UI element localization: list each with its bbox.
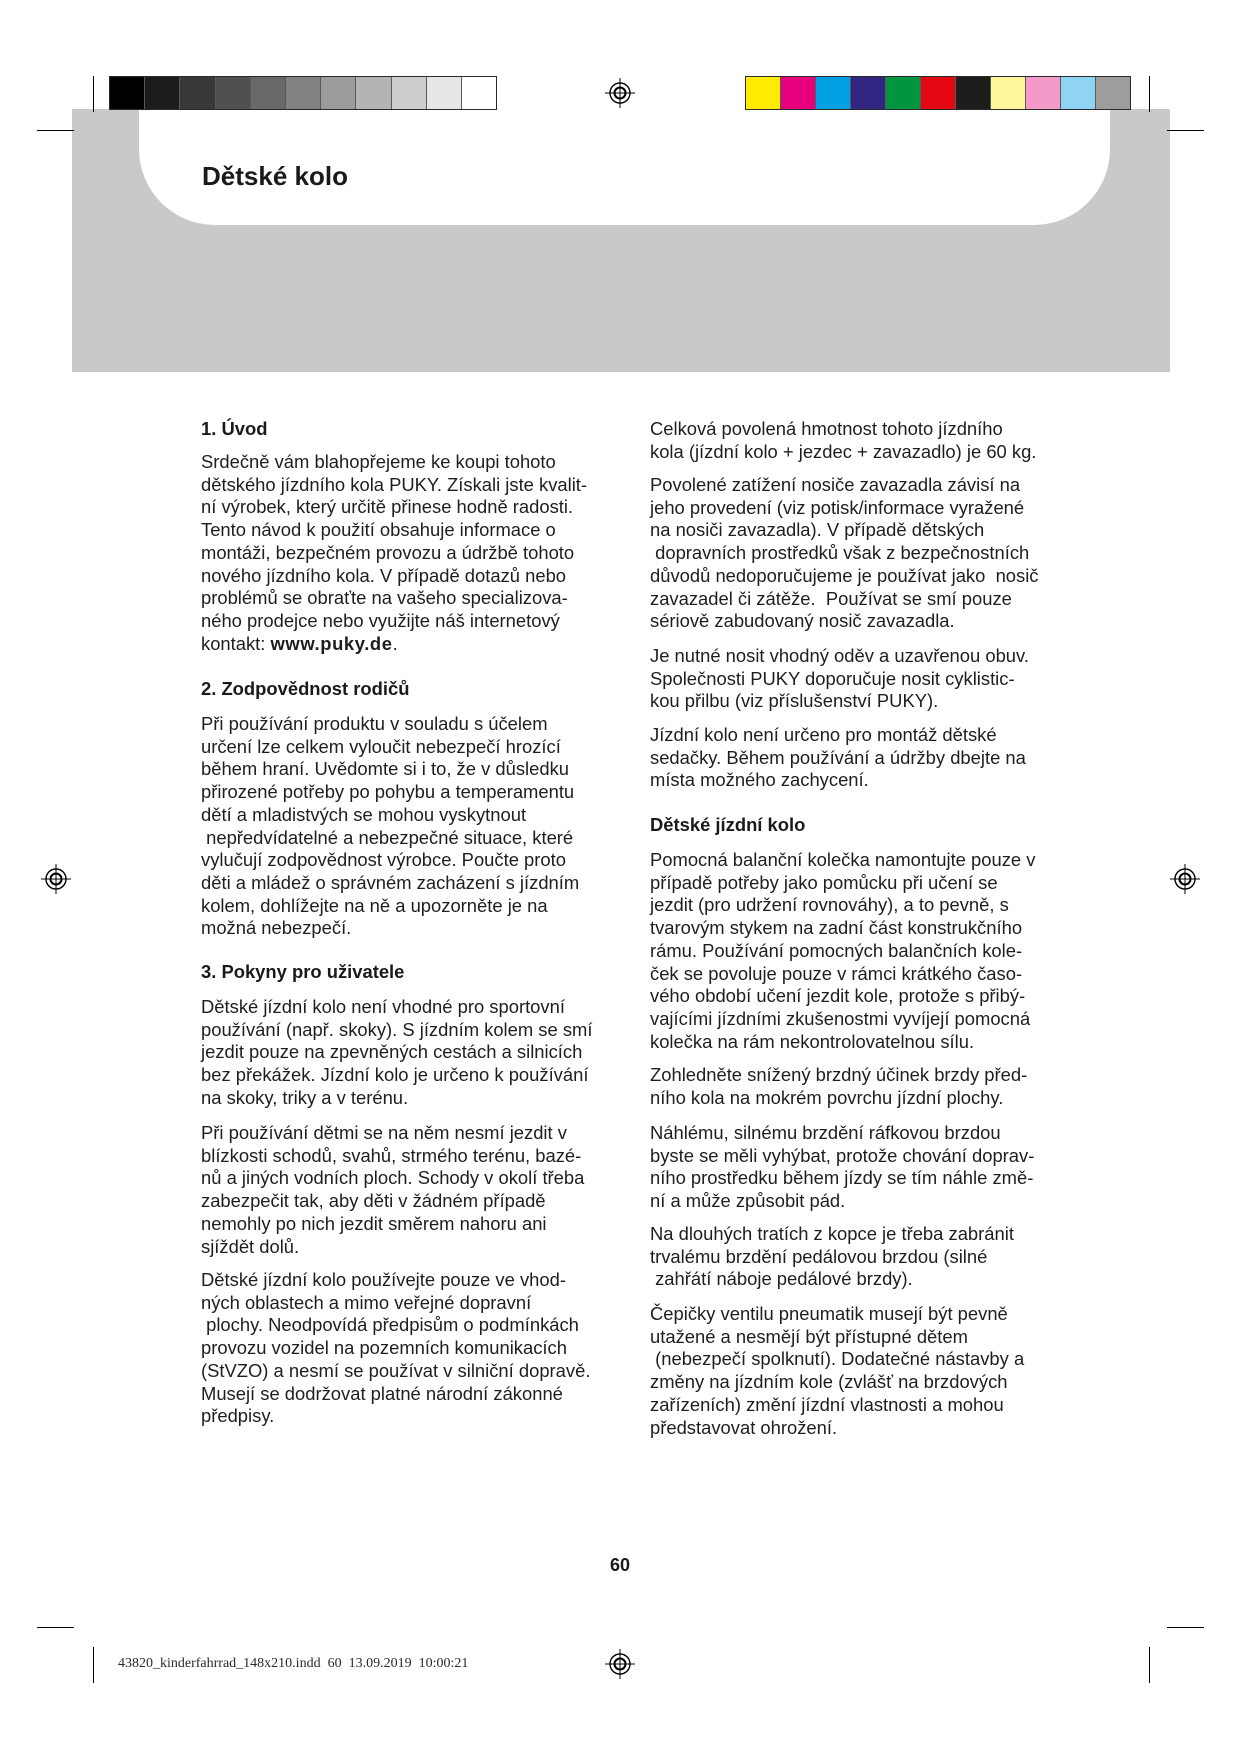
grayscale-swatch: [216, 77, 251, 109]
color-swatch: [1026, 77, 1061, 109]
paragraph-stairs: Při používání dětmi se na něm nesmí jezdit v blízkosti schodů, svahů, strmého terénu, bazé- nů a jiných vodních ploch. Schody v okolí třeba zabezpečit tak, aby děti v žádném případě nemohly po nich jezdit směrem nahoru ani sjíždět dolů.: [201, 1122, 585, 1257]
crop-mark: [37, 1627, 74, 1628]
paragraph-text: Srdečně vám blahopřejeme ke koupi tohoto dětského jízdního kola PUKY. Získali jste kvalit- ní výrobek, který určitě přinese hodně radosti. Tento návod k použití obsahuje informace o montáži, bezpečném provozu a údržbě tohoto nového jízdního kola. V případě dotazů nebo problémů se obraťte na vašeho specializova- ného prodejce nebo využijte náš internetový kontakt:: [201, 451, 588, 654]
paragraph-training-wheels: Pomocná balanční kolečka namontujte pouze v případě potřeby jako pomůcku při učení se jezdit (pro udržení rovnováhy), a to pevně, s tvarovým stykem na zadní část konstrukčního rámu. Používání pomocných balančních kole- ček se povoluje pouze v rámci krátkého časo- vého období učení jezdit kole, protože s přibý- vajícími jízdními zkušenostmi vyvíjejí pomocná kolečka na rám nekontrolovatelnou sílu.: [650, 849, 1036, 1052]
registration-mark-icon: [605, 78, 635, 108]
section-heading-parents: 2. Zodpovědnost rodičů: [201, 678, 410, 699]
grayscale-swatch: [392, 77, 427, 109]
paragraph-wet-brakes: Zohledněte snížený brzdný účinek brzdy před- ního kola na mokrém povrchu jízdní plochy.: [650, 1064, 1028, 1108]
grayscale-control-bar: [109, 76, 497, 110]
paragraph-parents: Při používání produktu v souladu s účelem určení lze celkem vyloučit nebezpečí hrozící během hraní. Uvědomte si i to, že v důsledku přirozené potřeby po pohybu a temperamentu dětí a mladistvých se mohou vyskytnout nepředvídatelné a nebezpečné situace, které vylučují zodpovědnost výrobce. Poučte proto děti a mládež o správném zacházení s jízdním kolem, dohlížejte na ně a upozorněte je na možná nebezpečí.: [201, 713, 580, 939]
paragraph-luggage-carrier: Povolené zatížení nosiče zavazadla závisí na jeho provedení (viz potisk/informace vyražené na nosiči zavazadla). V případě dětských dopravních prostředků však z bezpečnostních důvodů nedoporučujeme je používat jako nosič zavazadel či zátěže. Používat se smí pouze sériově zabudovaný nosič zavazadla.: [650, 474, 1039, 632]
crop-mark: [1167, 1627, 1204, 1628]
grayscale-swatch: [356, 77, 391, 109]
color-control-bar: [745, 76, 1131, 110]
color-swatch: [921, 77, 956, 109]
crop-mark: [1149, 76, 1150, 112]
grayscale-swatch: [286, 77, 321, 109]
color-swatch: [1096, 77, 1130, 109]
paragraph-intro: [201, 451, 631, 655]
color-swatch: [956, 77, 991, 109]
registration-mark-icon: [1170, 864, 1200, 894]
section-heading-kids-bike: Dětské jízdní kolo: [650, 814, 806, 835]
color-swatch: [991, 77, 1026, 109]
crop-mark: [93, 1647, 94, 1683]
registration-mark-icon: [605, 1649, 635, 1679]
registration-mark-icon: [41, 864, 71, 894]
grayscale-swatch: [110, 77, 145, 109]
website-link: www.puky.de: [270, 632, 393, 654]
section-heading-intro: 1. Úvod: [201, 418, 268, 439]
section-heading-user-instructions: 3. Pokyny pro uživatele: [201, 961, 405, 982]
color-swatch: [816, 77, 851, 109]
paragraph-child-seat: Jízdní kolo není určeno pro montáž dětské sedačky. Během používání a údržby dbejte na místa možného zachycení.: [650, 724, 1026, 791]
crop-mark: [1149, 1647, 1150, 1683]
grayscale-swatch: [180, 77, 215, 109]
color-swatch: [851, 77, 886, 109]
paragraph-traffic: Dětské jízdní kolo používejte pouze ve vhod- ných oblastech a mimo veřejné dopravní plochy. Neodpovídá předpisům o podmínkách provozu vozidel na pozemních komunikacích (StVZO) a nesmí se používat v silniční dopravě. Musejí se dodržovat platné národní zákonné předpisy.: [201, 1269, 591, 1427]
color-swatch: [746, 77, 781, 109]
crop-mark: [37, 130, 74, 131]
grayscale-swatch: [251, 77, 286, 109]
paragraph-sudden-braking: Náhlému, silnému brzdění ráfkovou brzdou byste se měli vyhýbat, protože chování doprav- ního prostředku během jízdy se tím náhle změ- ní a může způsobit pád.: [650, 1122, 1035, 1212]
grayscale-swatch: [321, 77, 356, 109]
paragraph-downhill: Na dlouhých tratích z kopce je třeba zabránit trvalému brzdění pedálovou brzdou (silné zahřátí náboje pedálové brzdy).: [650, 1223, 1014, 1290]
grayscale-swatch: [145, 77, 180, 109]
left-column: [201, 0, 631, 1754]
page-title: Dětské kolo: [202, 161, 348, 191]
right-column: [650, 0, 1080, 1754]
paragraph-sport-use: Dětské jízdní kolo není vhodné pro sportovní používání (např. skoky). S jízdním kolem se smí jezdit pouze na zpevněných cestách a silnicích bez překážek. Jízdní kolo je určeno k používání na skoky, triky a v terénu.: [201, 996, 593, 1108]
paragraph-end: .: [392, 632, 398, 654]
color-swatch: [1061, 77, 1096, 109]
paragraph-valve-caps: Čepičky ventilu pneumatik musejí být pevně utažené a nesmějí být přístupné dětem (nebezpečí spolknutí). Dodatečné nástavby a změny na jízdním kole (zvlášť na brzdových zařízeních) změní jízdní vlastnosti a mohou představovat ohrožení.: [650, 1303, 1025, 1438]
grayscale-swatch: [427, 77, 462, 109]
crop-mark: [1167, 130, 1204, 131]
paragraph-max-weight: Celková povolená hmotnost tohoto jízdního kola (jízdní kolo + jezdec + zavazadlo) je 60 kg.: [650, 418, 1037, 462]
paragraph-clothing: Je nutné nosit vhodný oděv a uzavřenou obuv. Společnosti PUKY doporučuje nosit cyklistic- kou přilbu (viz příslušenství PUKY).: [650, 645, 1029, 712]
crop-mark: [93, 76, 94, 112]
page-number: 60: [609, 1555, 631, 1575]
color-swatch: [886, 77, 921, 109]
grayscale-swatch: [462, 77, 496, 109]
color-swatch: [781, 77, 816, 109]
print-slug: 43820_kinderfahrrad_148x210.indd 60 13.09.2019 10:00:21: [118, 1656, 469, 1671]
